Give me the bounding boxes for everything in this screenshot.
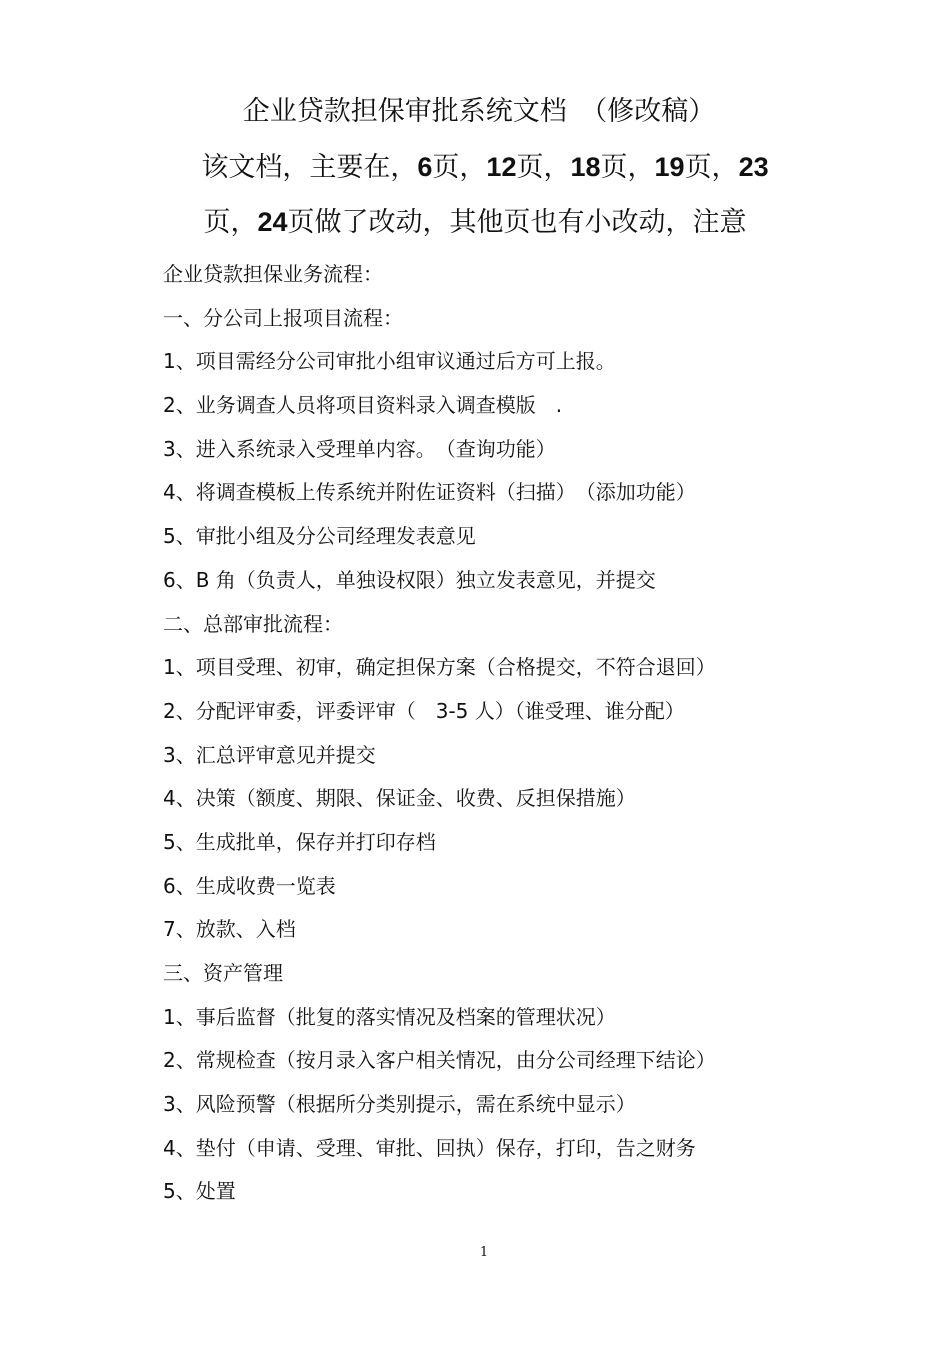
list-item: 1、事后监督（批复的落实情况及档案的管理状况） [163,1004,616,1029]
list-item: 3、汇总评审意见并提交 [163,742,376,767]
list-item: 5、审批小组及分公司经理发表意见 [163,524,476,549]
list-item: 3、风险预警（根据所分类别提示，需在系统中显示） [163,1092,636,1117]
revision-note-text: 页， [203,207,258,238]
revision-note-line-2 [0,205,950,240]
revision-note-text: 页， [684,152,739,183]
revision-note-text: 页做了改动，其他页也有小改动，注意 [287,207,747,238]
section-heading: 企业贷款担保业务流程： [163,262,383,286]
page-ref-18: 18 [570,152,601,182]
list-item: 6、B 角（负责人，单独设权限）独立发表意见，并提交 [163,567,656,592]
revision-note-text: 页， [432,152,487,183]
revision-note-text: 页， [600,152,655,183]
list-item: 2、业务调查人员将项目资料录入调查模版 . [163,393,563,418]
page-ref-6: 6 [417,152,433,182]
list-item: 4、将调查模板上传系统并附佐证资料（扫描） （添加功能） [163,480,696,505]
page-ref-19: 19 [654,152,685,182]
section-heading: 一、分公司上报项目流程： [163,305,403,330]
list-item: 7、放款、入档 [163,917,296,942]
section-heading: 三、资产管理 [163,961,283,985]
list-item: 3、进入系统录入受理单内容。 （查询功能） [163,436,556,461]
list-item: 4、垫付（申请、受理、审批、回执）保存，打印，告之财务 [163,1135,696,1160]
page-number: 1 [479,1245,489,1260]
list-item: 5、生成批单，保存并打印存档 [163,829,436,854]
page-ref-24: 24 [257,207,288,237]
list-item: 4、决策（额度、期限、保证金、收费、反担保措施） [163,786,636,811]
page-ref-12: 12 [486,152,517,182]
list-item: 1、项目受理、初审，确定担保方案（合格提交，不符合退回） [163,655,716,680]
list-item: 2、分配评审委，评委评审（ 3-5 人）（谁受理、谁分配） [163,698,685,723]
title-text: 企业贷款担保审批系统文档 （修改稿） [242,96,716,127]
revision-note-text: 该文档，主要在， [201,152,418,183]
list-item: 6、生成收费一览表 [163,873,336,898]
list-item: 1、项目需经分公司审批小组审议通过后方可上报。 [163,349,616,374]
section-heading: 二、总部审批流程： [163,611,343,636]
list-item: 5、处置 [163,1179,236,1204]
revision-note-text: 页， [516,152,571,183]
list-item: 2、常规检查（按月录入客户相关情况，由分公司经理下结论） [163,1048,716,1073]
document-title [4,95,950,129]
revision-note-line-1 [10,150,950,185]
document-body [163,261,863,1222]
page-ref-23: 23 [738,152,769,182]
